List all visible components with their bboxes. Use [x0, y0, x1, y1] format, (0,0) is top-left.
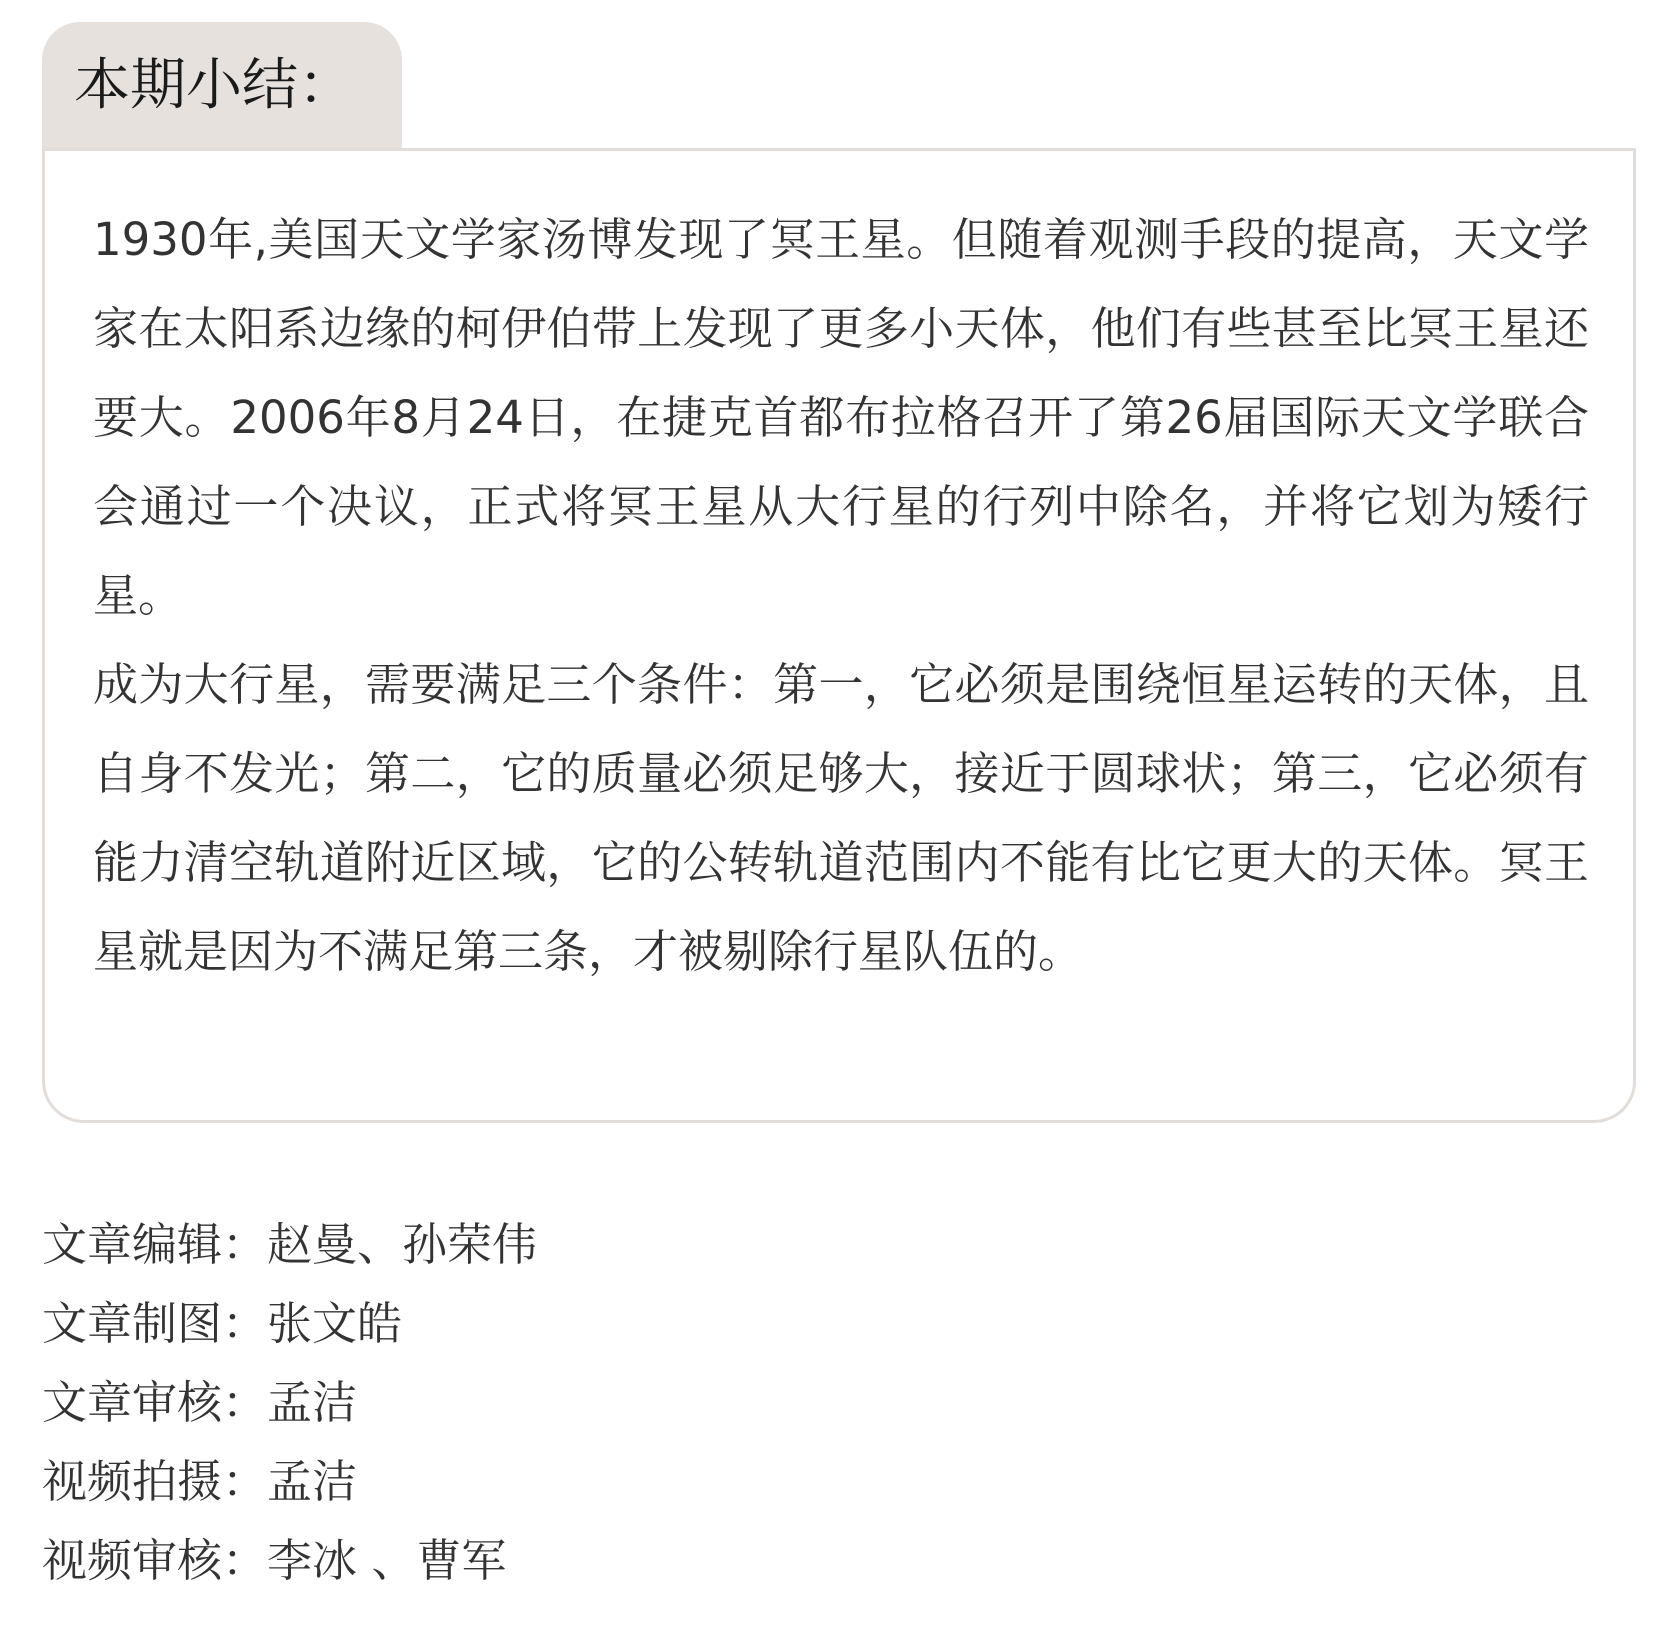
summary-heading: 本期小结：: [74, 53, 354, 118]
credit-names: 李冰 、曹军: [267, 1534, 507, 1587]
credit-role: 视频审核：: [42, 1534, 268, 1587]
credits-list: [42, 1205, 1542, 1600]
summary-body: [93, 195, 1589, 996]
summary-paragraph-1: 1930年,美国天文学家汤博发现了冥王星。但随着观测手段的提高，天文学家在太阳系边缘的柯伊伯带上发现了更多小天体，他们有些甚至比冥王星还要大。2006年8月24日，在捷克首都布拉格召开了第26届国际天文学联合会通过一个决议，正式将冥王星从大行星的行列中除名，并将它划为矮行星。: [93, 213, 1589, 622]
credit-names: 张文皓: [267, 1297, 403, 1350]
summary-paragraph-2: 成为大行星，需要满足三个条件：第一，它必须是围绕恒星运转的天体，且自身不发光；第二，它的质量必须足够大，接近于圆球状；第三，它必须有能力清空轨道附近区域，它的公转轨道范围内不能有比它更大的天体。冥王星就是因为不满足第三条，才被剔除行星队伍的。: [93, 658, 1589, 978]
summary-box: [42, 148, 1636, 1123]
credit-video-shooting: [42, 1442, 1542, 1521]
credit-video-review: [42, 1521, 1542, 1600]
credit-names: 赵曼、孙荣伟: [267, 1218, 538, 1271]
credit-names: 孟洁: [267, 1455, 358, 1508]
credit-role: 视频拍摄：: [42, 1455, 268, 1508]
credit-article-editor: [42, 1205, 1542, 1284]
credit-role: 文章制图：: [42, 1297, 268, 1350]
credit-article-graphics: [42, 1284, 1542, 1363]
credit-role: 文章审核：: [42, 1376, 268, 1429]
credit-article-review: [42, 1363, 1542, 1442]
credit-role: 文章编辑：: [42, 1218, 268, 1271]
summary-heading-tab: [42, 22, 402, 150]
credit-names: 孟洁: [267, 1376, 358, 1429]
